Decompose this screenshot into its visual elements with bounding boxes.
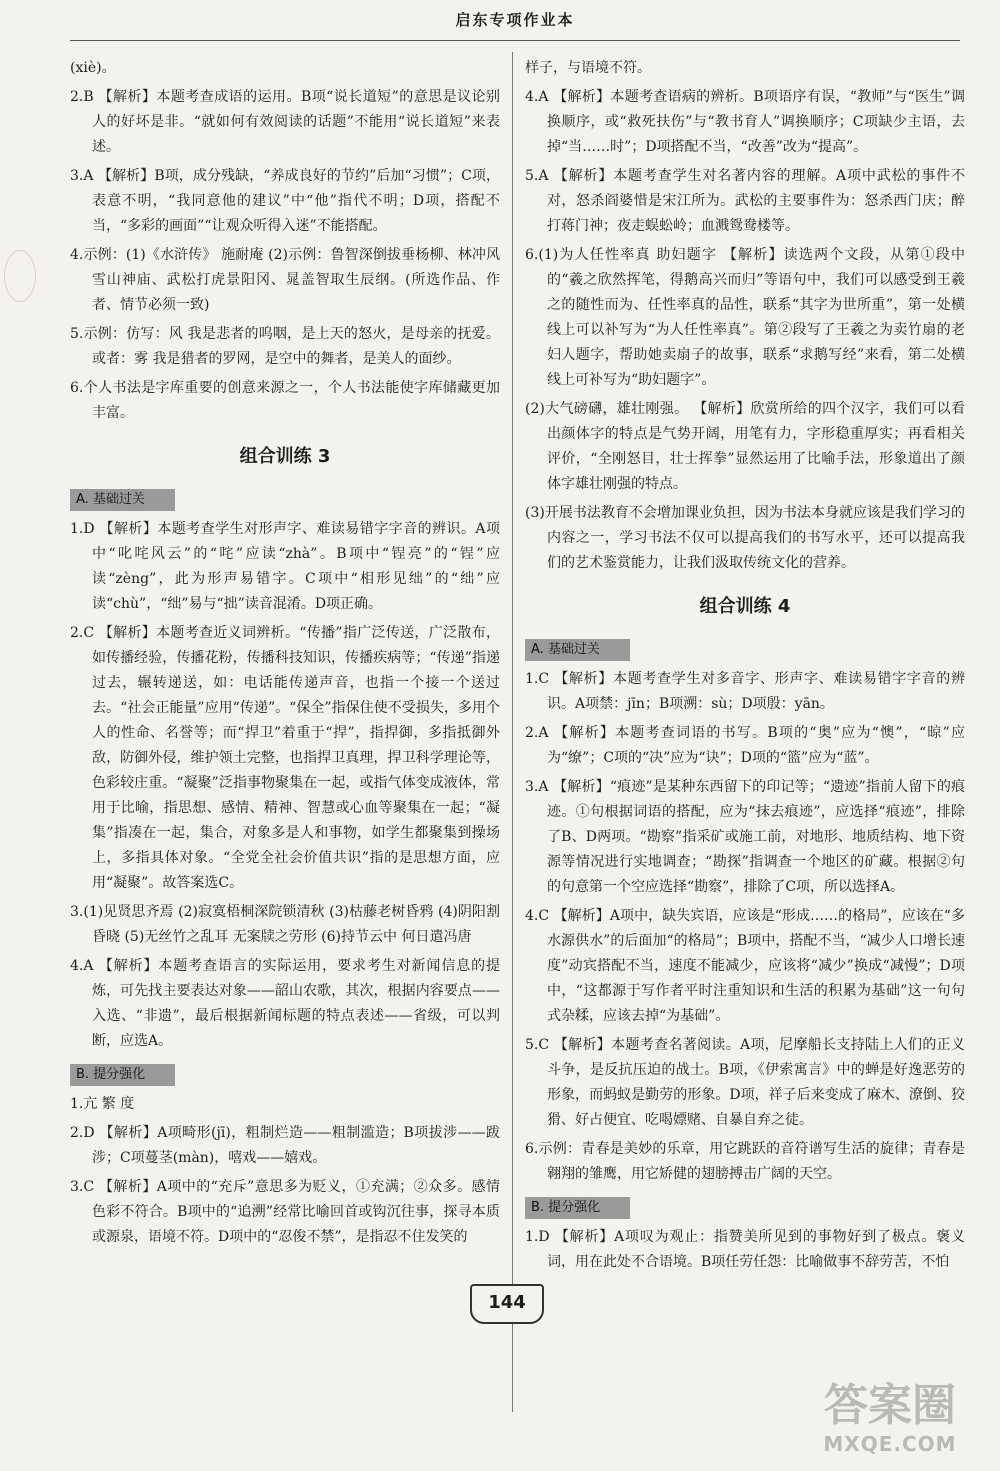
answer-paragraph: (3)开展书法教育不会增加课业负担，因为书法本身就应该是我们学习的内容之一，学习书法不仅可以提高我们的书写水平，还可以提高我们的艺术鉴赏能力，让我们汲取传统文化的营养。 <box>525 505 965 571</box>
running-header: 启东专项作业本 <box>70 0 960 41</box>
column-divider <box>512 52 513 1412</box>
answer-paragraph: 6.个人书法是字库重要的创意来源之一，个人书法能使字库储藏更加丰富。 <box>70 380 500 421</box>
right-column <box>525 56 965 1279</box>
section-title: 组合训练 3 <box>239 446 331 467</box>
watermark <box>800 1381 980 1461</box>
page-number: 144 <box>470 1284 544 1324</box>
answer-paragraph: 2.A 【解析】本题考查词语的书写。B项的“奥”应为“懊”，“晾”应为“缭”；C项的“决”应为“诀”；D项的“篮”应为“蓝”。 <box>525 725 965 766</box>
answer-paragraph: 样子，与语境不符。 <box>525 60 651 76</box>
answer-paragraph: (2)大气磅礴，雄壮刚强。 【解析】欣赏所给的四个汉字，我们可以看出颜体字的特点是气势开阔，用笔有力，字形稳重厚实；再看相关评价，“全刚怒目，壮士挥拳”显然运用了比喻手法，形象道出了颜体字雄壮刚强的特点。 <box>525 401 965 492</box>
answer-paragraph: 4.A 【解析】本题考查语病的辨析。B项语序有误，“教师”与“医生”调换顺序，或“救死扶伤”与“教书育人”调换顺序；C项缺少主语，去掉“当……时”；D项搭配不当，“改善”改为“提高”。 <box>525 89 965 155</box>
left-column <box>70 56 500 1254</box>
sub-header-row <box>525 633 965 667</box>
answer-paragraph: 1.C 【解析】本题考查学生对多音字、形声字、难读易错字字音的辨识。A项禁：jīn；B项溯：sù；D项殷：yān。 <box>525 671 965 712</box>
answer-paragraph: 6.(1)为人任性率真 助妇题字 【解析】读选两个文段，从第①段中的“羲之欣然挥笔，得鹅高兴而归”等语句中，我们可以感受到王羲之的随性而为、任性率真的品性，联系“其字为世所重”，第一处横线上可以补写为“为人任性率真”。第②段写了王羲之为卖竹扇的老妇人题字，帮助她卖扇子的故事，联系“求鹅写经”来看，第二处横线上可补写为“助妇题字”。 <box>525 247 965 388</box>
sub-header-row <box>70 1058 500 1092</box>
sub-section-header: A. 基础过关 <box>70 489 175 511</box>
answer-paragraph: 3.A 【解析】“痕迹”是某种东西留下的印记等；“遗迹”指前人留下的痕迹。①句根据词语的搭配，应为“抹去痕迹”，应选择“痕迹”，排除了B、D两项。“勘察”指采矿或施工前，对地形、地质结构、地下资源等情况进行实地调查；“勘探”指调查一个地区的矿藏。根据②句的句意第一个空应选择“勘察”，排除了C项，所以选择A。 <box>525 779 965 895</box>
answer-paragraph: 4.示例：(1)《水浒传》 施耐庵 (2)示例：鲁智深倒拔垂杨柳、林冲风雪山神庙、武松打虎景阳冈、晁盖智取生辰纲。(所选作品、作者、情节必须一致) <box>70 247 500 313</box>
answer-paragraph: 5.示例：仿写：风 我是悲者的呜咽，是上天的怒火，是母亲的抚爱。或者：雾 我是猎者的罗网，是空中的舞者，是美人的面纱。 <box>70 326 500 367</box>
answer-paragraph: 6.示例：青春是美妙的乐章，用它跳跃的音符谱写生活的旋律；青春是翱翔的雏鹰，用它矫健的翅膀搏击广阔的天空。 <box>525 1141 965 1182</box>
answer-paragraph: 2.C 【解析】本题考查近义词辨析。“传播”指广泛传送，广泛散布，如传播经验，传播花粉，传播科技知识，传播疾病等；“传递”指递过去，辗转递送，如：电话能传递声音，也指一个接一个送过去。“社会正能量”应用“传递”。“保全”指保住使不受损失，多用个人的性命、名誉等；而“捍卫”着重于“捍”，指捍御，多指抵御外敌，防御外侵，维护领土完整，也指捍卫真理，捍卫科学理论等，色彩较庄重。“凝聚”泛指事物聚集在一起，或指气体变成液体，常用于比喻，指思想、感情、精神、智慧或心血等聚集在一起；“凝集”指凑在一起，集合，对象多是人和事物，如学生都聚集到操场上，多指具体对象。“全党全社会价值共识”指的是思想方面，应用“凝聚”。故答案选C。 <box>70 625 500 891</box>
answer-paragraph: 4.A 【解析】本题考查语言的实际运用，要求考生对新闻信息的提炼，可先找主要表达对象——韶山农歌，其次，根据内容要点——入选、“非遗”，最后根据新闻标题的特点表述——省级，可以判断，应选A。 <box>70 958 500 1049</box>
answer-paragraph: 2.B 【解析】本题考查成语的运用。B项“说长道短”的意思是议论别人的好坏是非。“就如何有效阅读的话题”不能用“说长道短”来表述。 <box>70 89 500 155</box>
sub-header-row <box>525 1191 965 1225</box>
answer-paragraph: 2.D 【解析】A项畸形(jī)，粗制烂造——粗制滥造；B项拔涉——跋涉；C项蔓茎(màn)，嘻戏——嬉戏。 <box>70 1125 500 1166</box>
watermark-logo: 答案圈 <box>824 1380 956 1431</box>
answer-paragraph: 1.D 【解析】本题考查学生对形声字、难读易错字字音的辨识。A项中“叱咤风云”的“咤”应读“zhà”。B项中“锃亮”的“锃”应读“zèng”，此为形声易错字。C项中“相形见绌”的“绌”应读“chù”，“绌”易与“拙”读音混淆。D项正确。 <box>70 521 500 612</box>
answer-paragraph: (xiè)。 <box>70 60 116 76</box>
answer-paragraph: 5.A 【解析】本题考查学生对名著内容的理解。A项中武松的事件不对，怒杀阎婆惜是宋江所为。武松的主要事件为：怒杀西门庆；醉打蒋门神；夜走蜈蚣岭；血溅鸳鸯楼等。 <box>525 168 965 234</box>
sub-section-header: B. 提分强化 <box>525 1197 630 1219</box>
answer-paragraph: 4.C 【解析】A项中，缺失宾语，应该是“形成……的格局”，应该在“多水源供水”的后面加“的格局”；B项中，搭配不当，“减少人口增长速度”动宾搭配不当，速度不能减少，应该将“减少”换成“减慢”；D项中，“这都源于写作者平时注重知识和生活的积累为基础”这一句句式杂糅，应该去掉“为基础”。 <box>525 908 965 1024</box>
answer-paragraph: 3.A 【解析】B项，成分残缺，“养成良好的节约”后加“习惯”；C项，表意不明，“我同意他的建议”中“他”指代不明；D项，搭配不当，“多彩的画面”“让观众听得入迷”不能搭配。 <box>70 168 500 234</box>
answer-paragraph: 1.亢 繁 度 <box>70 1096 135 1112</box>
answer-paragraph: 3.(1)见贤思齐焉 (2)寂寞梧桐深院锁清秋 (3)枯藤老树昏鸦 (4)阴阳割昏晓 (5)无丝竹之乱耳 无案牍之劳形 (6)持节云中 何日遣冯唐 <box>70 904 500 945</box>
answer-paragraph: 5.C 【解析】本题考查名著阅读。A项，尼摩船长支持陆上人们的正义斗争，是反抗压迫的战士。B项，《伊索寓言》中的蝉是好逸恶劳的形象，而蚂蚁是勤劳的形象。D项，祥子后来变成了麻木、潦倒、狡猾、好占便宜、吃喝嫖赌、自暴自弃之徒。 <box>525 1037 965 1128</box>
answer-paragraph: 1.D 【解析】A项叹为观止：指赞美所见到的事物好到了极点。褒义词，用在此处不合语境。B项任劳任怨：比喻做事不辞劳苦，不怕 <box>525 1229 965 1270</box>
sub-header-row <box>70 483 500 517</box>
section-title: 组合训练 4 <box>699 596 791 617</box>
sub-section-header: A. 基础过关 <box>525 639 630 661</box>
watermark-site: MXQE.COM <box>823 1432 957 1456</box>
sub-section-header: B. 提分强化 <box>70 1064 175 1086</box>
margin-stamp <box>4 250 36 302</box>
answer-paragraph: 3.C 【解析】A项中的“充斥”意思多为贬义，①充满；②众多。感情色彩不符合。B项中的“追溯”经常比喻回首或钩沉往事，探寻本质或源泉，语境不符。D项中的“忍俊不禁”，是指忍不住发笑的 <box>70 1179 500 1245</box>
